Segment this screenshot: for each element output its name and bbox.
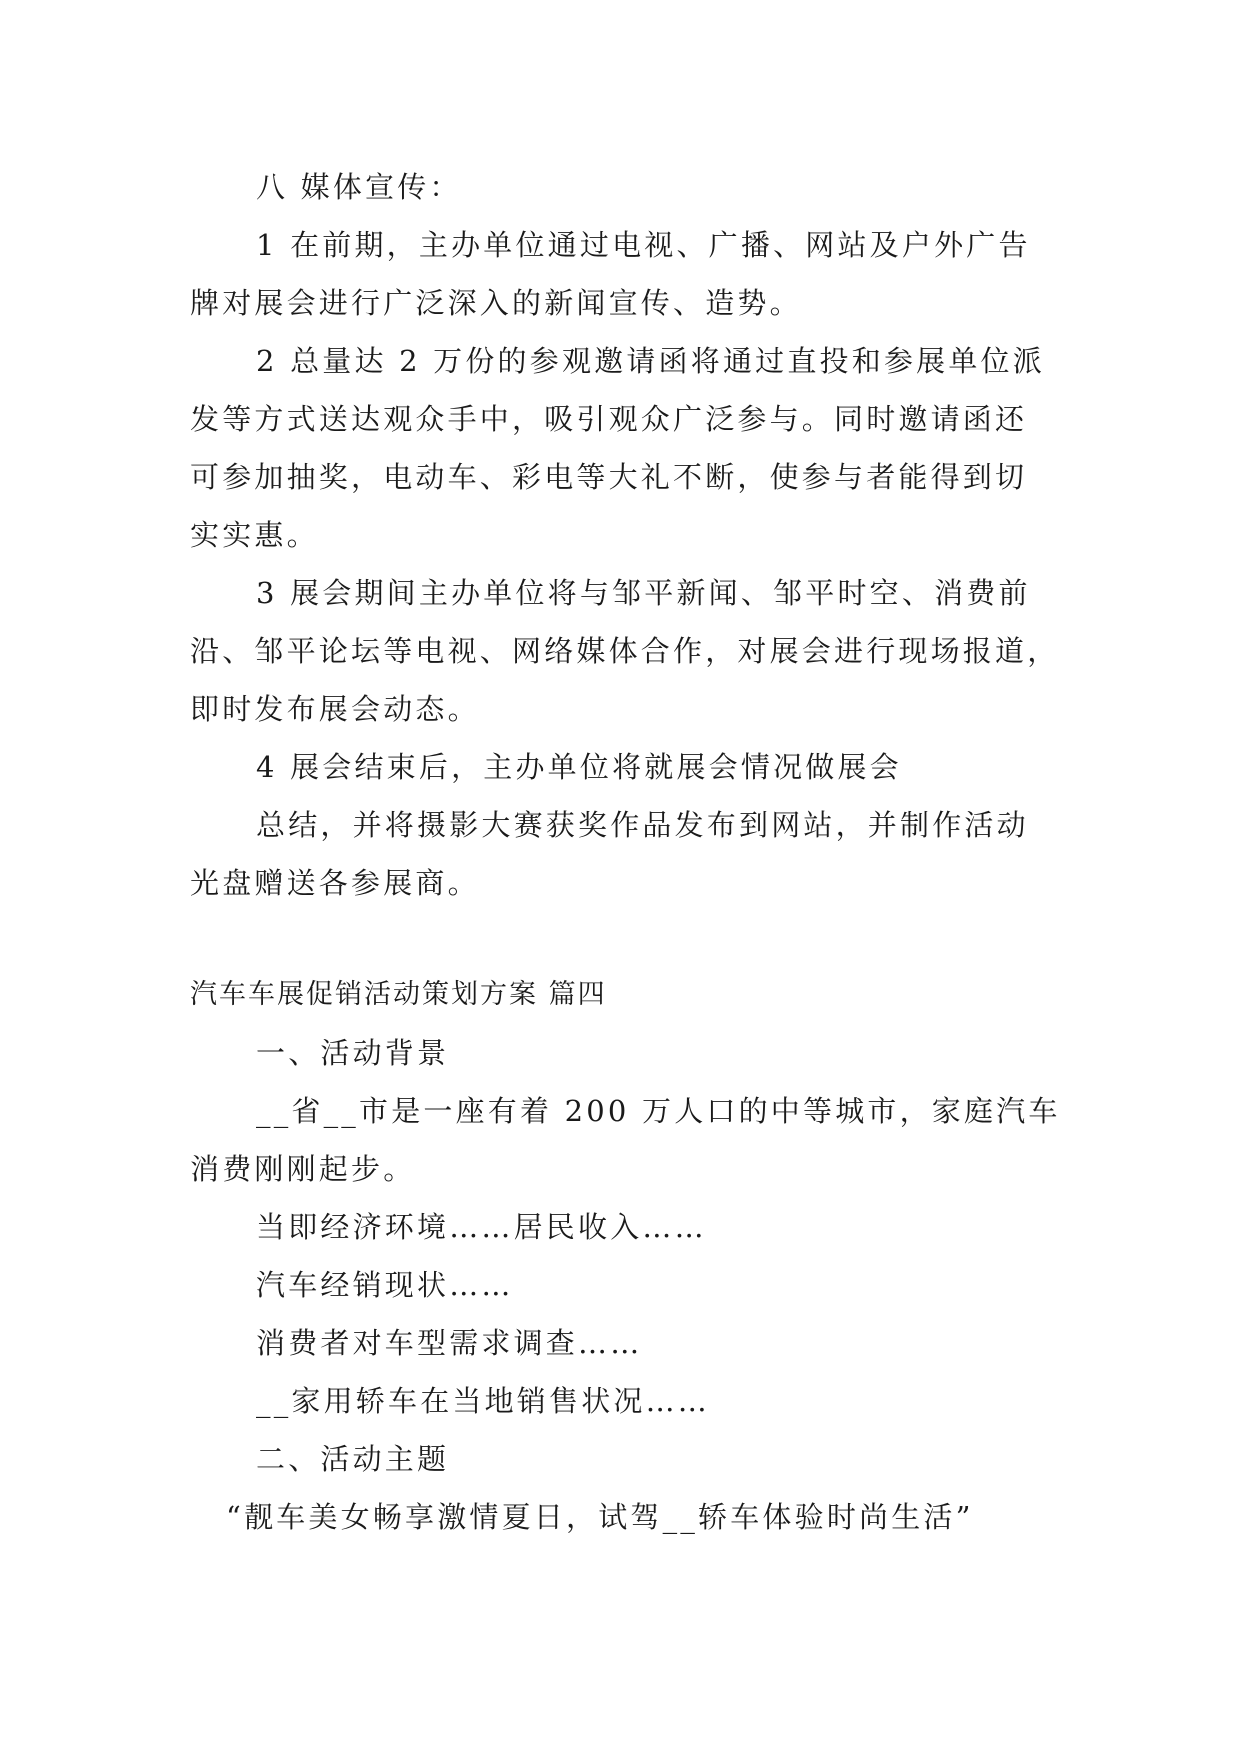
- paragraph-line: 消费刚刚起步。: [190, 1152, 416, 1186]
- paragraph-line: 牌对展会进行广泛深入的新闻宣传、造势。: [190, 286, 802, 320]
- paragraph-line: 汽车经销现状……: [256, 1268, 514, 1302]
- paragraph-line: 3 展会期间主办单位将与邹平新闻、邹平时空、消费前: [256, 576, 1031, 610]
- paragraph-line: 实实惠。: [190, 518, 319, 552]
- paragraph-line: 消费者对车型需求调查……: [256, 1326, 643, 1360]
- subsection-heading: 一、活动背景: [256, 1036, 450, 1070]
- paragraph-line: 沿、邹平论坛等电视、网络媒体合作，对展会进行现场报道，: [190, 634, 1060, 668]
- paragraph-line: 发等方式送达观众手中，吸引观众广泛参与。同时邀请函还: [190, 402, 1028, 436]
- paragraph-line: 总结，并将摄影大赛获奖作品发布到网站，并制作活动: [256, 808, 1029, 842]
- subsection-heading: 二、活动主题: [256, 1442, 450, 1476]
- theme-slogan: “靓车美女畅享激情夏日，试驾__轿车体验时尚生活”: [226, 1500, 974, 1534]
- paragraph-line: __家用轿车在当地销售状况……: [256, 1384, 711, 1418]
- section-title: 汽车车展促销活动策划方案 篇四: [190, 979, 607, 1010]
- paragraph-line: 即时发布展会动态。: [190, 692, 480, 726]
- paragraph-line: __省__市是一座有着 200 万人口的中等城市，家庭汽车: [256, 1094, 1061, 1128]
- section-heading-media: 八 媒体宣传：: [256, 170, 462, 204]
- paragraph-line: 可参加抽奖，电动车、彩电等大礼不断，使参与者能得到切: [190, 460, 1028, 494]
- paragraph-line: 2 总量达 2 万份的参观邀请函将通过直投和参展单位派: [256, 344, 1045, 378]
- paragraph-line: 光盘赠送各参展商。: [190, 866, 480, 900]
- paragraph-line: 4 展会结束后，主办单位将就展会情况做展会: [256, 750, 902, 784]
- paragraph-line: 当即经济环境……居民收入……: [256, 1210, 707, 1244]
- paragraph-line: 1 在前期，主办单位通过电视、广播、网站及户外广告: [256, 228, 1031, 262]
